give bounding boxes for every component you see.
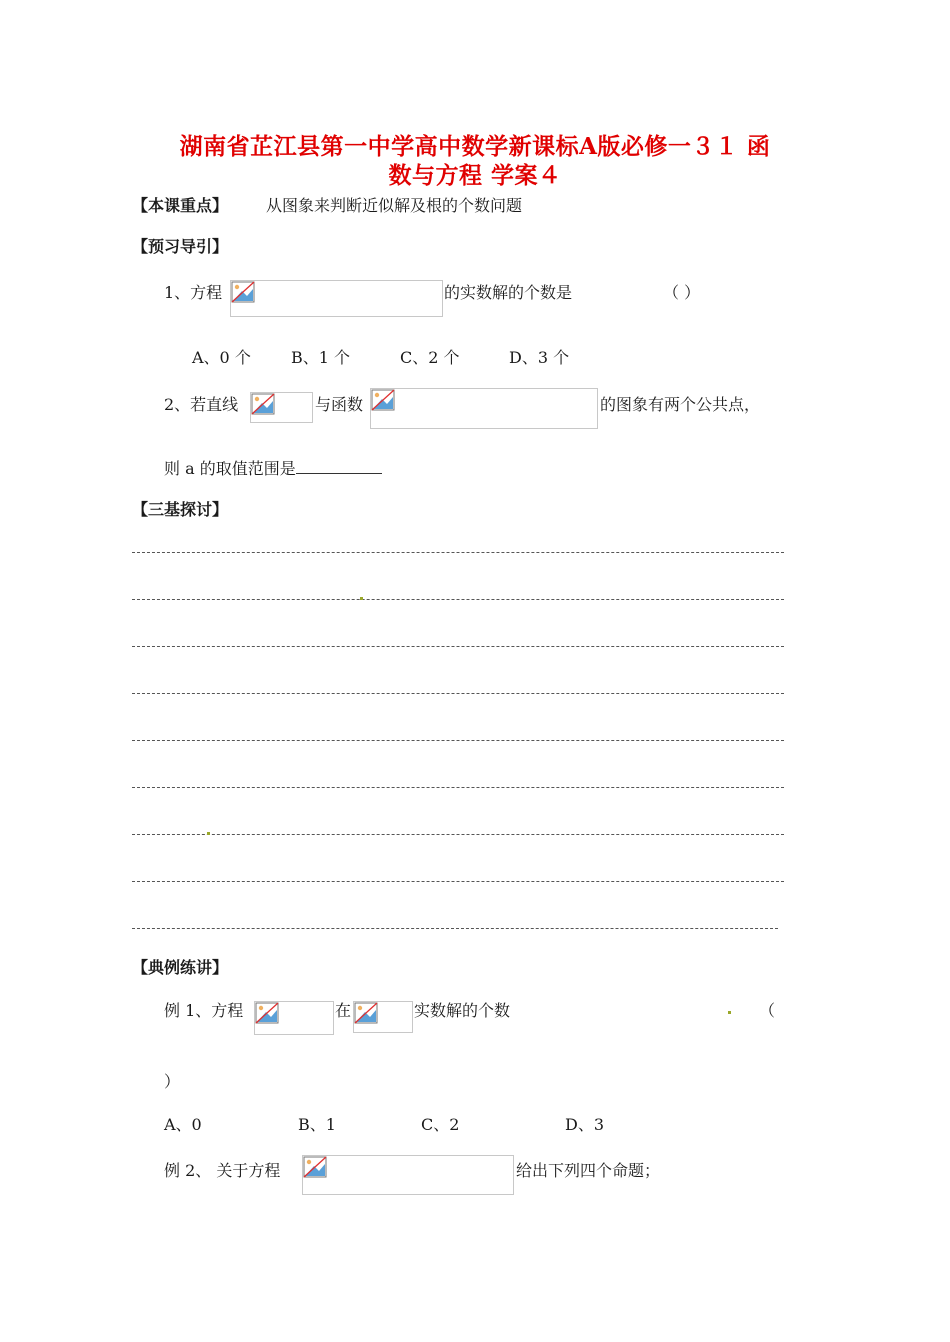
ex2-prefix: 例 2、 关于方程 [164,1161,281,1180]
q1-answer-paren: （ ） [663,283,701,302]
ex1-suffix: 实数解的个数 [414,1001,511,1020]
writing-line [132,787,784,788]
q1-option-b: B、1 个 [291,348,351,367]
ex1-mid: 在 [335,1001,352,1020]
q1-equation-image [230,280,443,317]
ex1-option-a: A、0 [164,1115,202,1134]
broken-image-icon [231,281,255,303]
ex1-option-c: C、2 [421,1115,460,1134]
focus-text: 从图象来判断近似解及根的个数问题 [266,196,523,215]
broken-image-icon [354,1002,378,1024]
broken-image-icon [255,1002,279,1024]
ex2-suffix: 给出下列四个命题； [516,1161,661,1180]
ex1-paren-open: （ [759,1001,776,1020]
writing-line [132,599,784,600]
q1-option-d: D、3 个 [509,348,570,367]
writing-line [132,881,784,882]
stray-dot [360,597,363,600]
doc-title-line2: 数与方程 学案４ [388,162,562,189]
ex1-interval-image [353,1001,413,1033]
q1-option-a: A、0 个 [192,348,251,367]
broken-image-icon [251,393,275,415]
examples-heading: 【典例练讲】 [132,958,229,977]
q1-prefix: 1、方程 [164,283,223,302]
ex1-option-b: B、1 [298,1115,336,1134]
q2-mid: 与函数 [315,395,364,414]
q2-prefix: 2、若直线 [164,395,239,414]
ex1-paren-close: ） [164,1072,181,1091]
writing-line [132,740,784,741]
writing-line [132,928,778,929]
q1-suffix: 的实数解的个数是 [444,283,573,302]
ex1-prefix: 例 1、方程 [164,1001,244,1020]
answer-blank [296,459,382,474]
discussion-heading: 【三基探讨】 [132,500,229,519]
q2-suffix: 的图象有两个公共点， [600,395,761,414]
ex1-equation-image [254,1001,334,1035]
preview-heading: 【预习导引】 [132,237,229,256]
focus-heading: 【本课重点】 [132,196,229,215]
writing-line [132,693,784,694]
stray-dot [728,1011,731,1014]
ex1-option-d: D、3 [565,1115,605,1134]
q2-line-image [250,392,313,423]
broken-image-icon [303,1156,327,1178]
stray-dot [207,832,210,835]
writing-line [132,646,784,647]
doc-title-line1: 湖南省芷江县第一中学高中数学新课标A版必修一３１ 函 [179,133,771,160]
q2-line2 [164,456,382,479]
q2-function-image [370,388,598,429]
ex2-equation-image [302,1155,514,1195]
writing-line [132,834,784,835]
broken-image-icon [371,389,395,411]
q1-option-c: C、2 个 [400,348,460,367]
q2-line2-text: 则 a 的取值范围是 [164,459,296,478]
writing-line [132,552,784,553]
